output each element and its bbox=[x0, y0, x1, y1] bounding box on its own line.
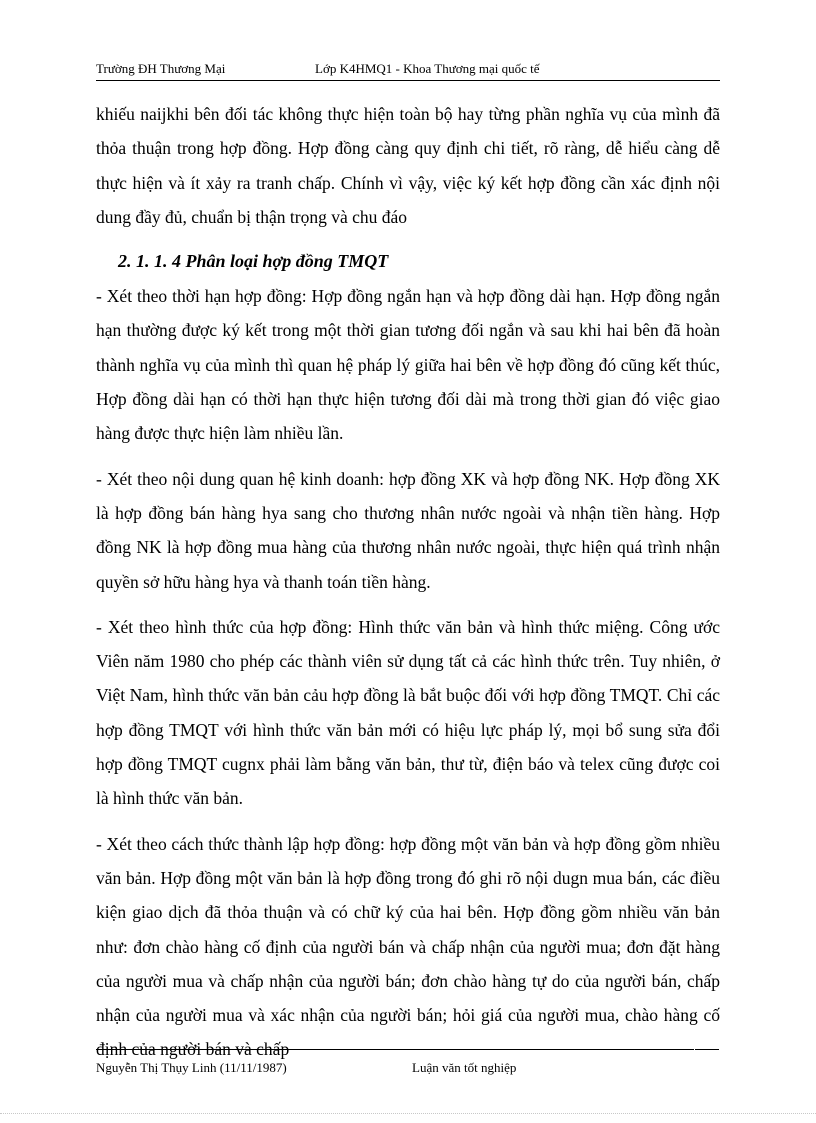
paragraph-by-formation: - Xét theo cách thức thành lập hợp đồng: hợp đồng một văn bản và hợp đồng gồm nhiều văn bản. Hợp đồng một văn bản là hợp đồng trong đó ghi rõ nội dugn mua bán, các điều kiện giao dịch đã thỏa thuận và có chữ ký của hai bên. Hợp đồng gồm nhiều văn bản như: đơn chào hàng cố định của người bán và chấp nhận của người mua; đơn đặt hàng của người mua và chấp nhận của người bán; đơn chào hàng tự do của người bán, chấp nhận của người mua và xác nhận của người bán; hỏi giá của người mua, chào hàng cố định của người bán và chấp bbox=[96, 833, 720, 1060]
page-header bbox=[96, 58, 720, 81]
footer-thesis-title: Luận văn tốt nghiệp bbox=[412, 1060, 517, 1075]
footer-divider bbox=[96, 1049, 694, 1050]
footer-divider-right bbox=[695, 1049, 719, 1050]
header-class-info: Lớp K4HMQ1 - Khoa Thương mại quốc tế bbox=[315, 61, 540, 76]
paragraph-by-business-content: - Xét theo nội dung quan hệ kinh doanh: hợp đồng XK và hợp đồng NK. Hợp đồng XK là hợp đồng bán hàng hya sang cho thương nhân nước ngoài và nhận tiền hàng. Hợp đồng NK là hợp đồng mua hàng của thương nhân nước ngoài, thực hiện quá trình nhận quyền sở hữu hàng hya và thanh toán tiền hàng. bbox=[96, 468, 720, 592]
footer-author: Nguyễn Thị Thụy Linh (11/11/1987) bbox=[96, 1060, 287, 1075]
paragraph-by-term: - Xét theo thời hạn hợp đồng: Hợp đồng ngắn hạn và hợp đồng dài hạn. Hợp đồng ngắn hạn thường được ký kết trong một thời gian tương đối ngắn và sau khi hai bên đã hoàn thành nghĩa vụ của mình thì quan hệ pháp lý giữa hai bên về hợp đồng đó cũng kết thúc, Hợp đồng dài hạn có thời hạn thực hiện tương đối dài mà trong thời gian đó việc giao hàng được thực hiện làm nhiều lần. bbox=[96, 286, 720, 444]
document-body bbox=[96, 97, 720, 1078]
paragraph-intro: khiếu naijkhi bên đối tác không thực hiện toàn bộ hay từng phần nghĩa vụ của mình đã thỏa thuận trong hợp đồng. Hợp đồng càng quy định chi tiết, rõ ràng, dễ hiểu càng dễ thực hiện và ít xảy ra tranh chấp. Chính vì vậy, việc ký kết hợp đồng cần xác định nội dung đầy đủ, chuẩn bị thận trọng và chu đáo bbox=[96, 104, 720, 227]
page-boundary bbox=[0, 1113, 816, 1114]
header-school: Trường ĐH Thương Mại bbox=[96, 61, 226, 76]
section-heading: 2. 1. 1. 4 Phân loại hợp đồng TMQT bbox=[118, 251, 389, 272]
paragraph-by-form: - Xét theo hình thức của hợp đồng: Hình thức văn bản và hình thức miệng. Công ước Viên năm 1980 cho phép các thành viên sử dụng tất cả các hình thức trên. Tuy nhiên, ở Việt Nam, hình thức văn bản cảu hợp đồng là bắt buộc đối với hợp đồng TMQT. Chỉ các hợp đồng TMQT với hình thức văn bản mới có hiệu lực pháp lý, mọi bổ sung sửa đổi hợp đồng TMQT cugnx phải làm bằng văn bản, thư từ, điện báo và telex cũng được coi là hình thức văn bản. bbox=[96, 616, 720, 809]
